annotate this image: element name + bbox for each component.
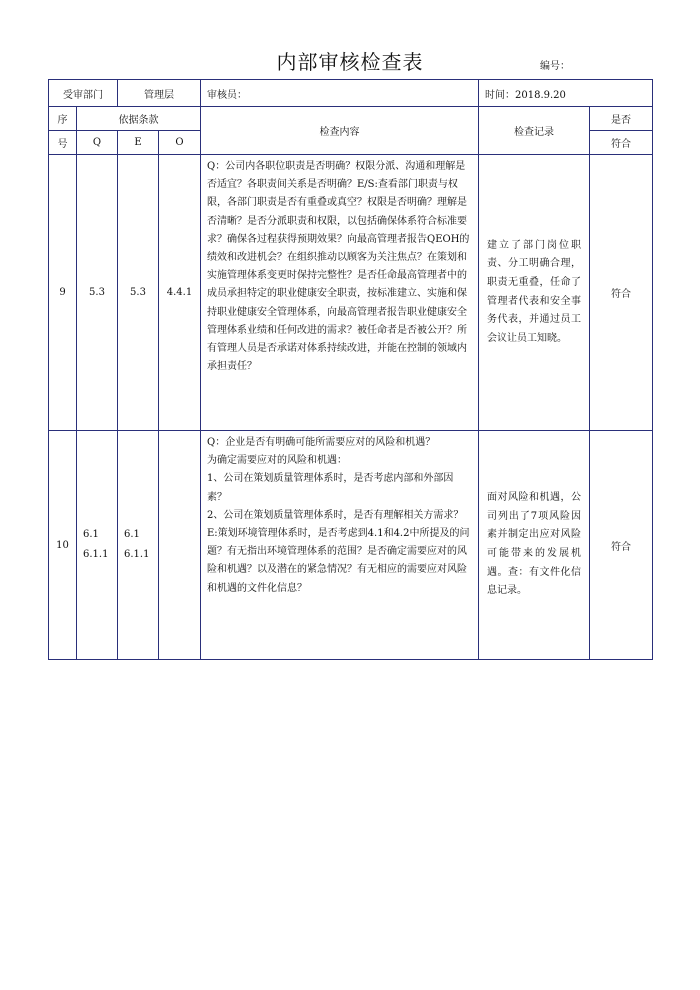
content-line: 1、公司在策划质量管理体系时，是否考虑内部和外部因素？: [207, 473, 454, 503]
row-e-clause: 5.3: [118, 155, 159, 431]
row-conformity: 符合: [590, 155, 653, 431]
doc-number-label: 编号：: [540, 61, 570, 72]
row-conformity: 符合: [590, 431, 653, 660]
row-q-clause: 5.3: [77, 155, 118, 431]
e-clause-line: 6.1.1: [124, 549, 150, 560]
content-line: 为确定需要应对的风险和机遇：: [207, 455, 347, 467]
row-seq: 10: [49, 431, 77, 660]
content-line: E:策划环境管理体系时，是否考虑到4.1和4.2中所提及的问题？有无指出环境管理体系的范围？是否确定需要应对的风险和机遇？以及潜在的紧急情况？有无相应的需要应对风险和机遇的文件化信息？: [207, 528, 470, 594]
audit-checklist-table: [48, 79, 653, 660]
o-header: O: [159, 131, 201, 155]
dept-label: 受审部门: [49, 80, 118, 107]
page-title: 内部审核检查表: [276, 50, 424, 74]
row-o-clause: [159, 431, 201, 660]
row-check-content: [201, 431, 479, 660]
q-clause-line: 6.1.1: [83, 549, 109, 560]
record-header: 检查记录: [479, 107, 590, 155]
row-e-clause: [118, 431, 159, 660]
audit-time: 时间：2018.9.20: [479, 80, 653, 107]
dept-value: 管理层: [118, 80, 201, 107]
table-row: [49, 431, 653, 660]
content-line: Q：企业是否有明确可能所需要应对的风险和机遇？: [207, 437, 436, 448]
q-header: Q: [77, 131, 118, 155]
row-check-record: 面对风险和机遇，公司列出了7项风险因素并制定出应对风险可能带来的发展机遇。查：有文件化信息记录。: [479, 431, 590, 660]
e-header: E: [118, 131, 159, 155]
row-check-record: 建立了部门岗位职责、分工明确合理，职责无重叠，任命了管理者代表和安全事务代表，并通过员工会议让员工知晓。: [479, 155, 590, 431]
content-header: 检查内容: [201, 107, 479, 155]
row-q-clause: [77, 431, 118, 660]
row-check-content: Q：公司内各职位职责是否明确？权限分派、沟通和理解是否适宜？各职责间关系是否明确？E/S:查看部门职责与权限，各部门职责是否有重叠或真空？权限是否明确？理解是否清晰？是否分派职责和权限，以包括确保体系符合标准要求？确保各过程获得预期效果？向最高管理者报告QEOH的绩效和改进机会？在组织推动以顾客为关注焦点？在策划和实施管理体系变更时保持完整性？是否任命最高管理者中的成员承担特定的职业健康安全职责，按标准建立、实施和保持职业健康安全管理体系，向最高管理者报告职业健康安全管理体系业绩和任何改进的需求？被任命者是否被公开？所有管理人员是否承诺对体系持续改进，并能在控制的领域内承担责任？: [201, 155, 479, 431]
table-row: [49, 155, 653, 431]
conform-header-top: 是否: [590, 107, 653, 131]
info-row: [49, 80, 653, 107]
basis-header: 依据条款: [77, 107, 201, 131]
conform-header-bottom: 符合: [590, 131, 653, 155]
seq-header-bottom: 号: [49, 131, 77, 155]
e-clause-line: 6.1: [124, 529, 140, 540]
seq-header-top: 序: [49, 107, 77, 131]
row-o-clause: 4.4.1: [159, 155, 201, 431]
row-seq: 9: [49, 155, 77, 431]
content-line: 2、公司在策划质量管理体系时，是否有理解相关方需求？: [207, 509, 464, 521]
auditor-label: 审核员：: [201, 80, 479, 107]
q-clause-line: 6.1: [83, 529, 99, 540]
column-header-row-1: [49, 107, 653, 131]
